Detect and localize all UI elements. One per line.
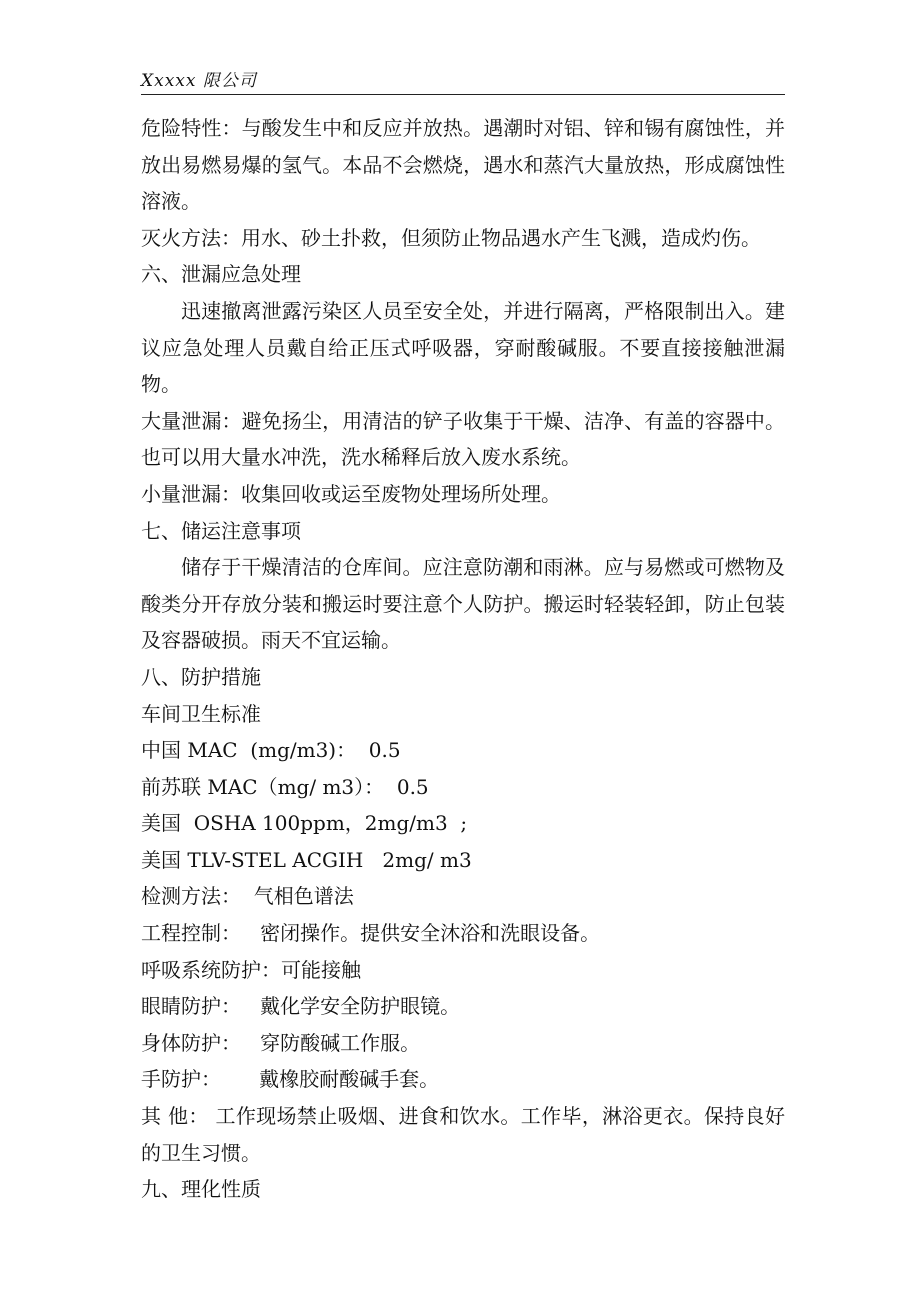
engineering-control-line: 工程控制： 密闭操作。提供安全沐浴和洗眼设备。 — [141, 921, 601, 946]
small-leak-paragraph: 小量泄漏：收集回收或运至废物处理场所处理。 — [141, 481, 561, 506]
respiratory-protection-line: 呼吸系统防护：可能接触 — [141, 957, 361, 982]
eye-protection-line: 眼睛防护： 戴化学安全防护眼镜。 — [141, 994, 461, 1019]
section-7-heading: 七、储运注意事项 — [141, 518, 301, 543]
fire-fighting-paragraph: 灭火方法：用水、砂土扑救，但须防止物品遇水产生飞溅，造成灼伤。 — [141, 225, 761, 250]
body-protection-line: 身体防护： 穿防酸碱工作服。 — [141, 1030, 421, 1055]
document-body — [141, 110, 785, 1208]
hand-protection-line: 手防护： 戴橡胶耐酸碱手套。 — [141, 1067, 440, 1092]
us-osha-line: 美国 OSHA 100ppm，2mg/m3 ; — [141, 811, 468, 836]
section-8-heading: 八、防护措施 — [141, 664, 261, 689]
section-6-paragraph: 迅速撤离泄露污染区人员至安全处，并进行隔离，严格限制出入。建议应急处理人员戴自给正压式呼吸器，穿耐酸碱服。不要直接接触泄漏物。 — [141, 298, 785, 397]
detection-method-line: 检测方法： 气相色谱法 — [141, 884, 354, 909]
section-7-paragraph: 储存于干燥清洁的仓库间。应注意防潮和雨淋。应与易燃或可燃物及酸类分开存放分装和搬运时要注意个人防护。搬运时轻装轻卸，防止包装及容器破损。雨天不宜运输。 — [141, 555, 785, 653]
other-paragraph: 其 他： 工作现场禁止吸烟、进食和饮水。工作毕，淋浴更衣。保持良好的卫生习惯。 — [141, 1104, 785, 1165]
company-name: Xxxxx 限公司 — [141, 71, 257, 91]
page-header — [141, 64, 785, 95]
large-leak-paragraph: 大量泄漏：避免扬尘，用清洁的铲子收集于干燥、洁净、有盖的容器中。也可以用大量水冲洗，洗水稀释后放入废水系统。 — [141, 408, 785, 470]
section-6-heading: 六、泄漏应急处理 — [141, 262, 301, 287]
hazard-paragraph: 危险特性：与酸发生中和反应并放热。遇潮时对铝、锌和锡有腐蚀性，并放出易燃易爆的氢气。本品不会燃烧，遇水和蒸汽大量放热，形成腐蚀性溶液。 — [141, 116, 785, 214]
china-mac-line: 中国 MAC (mg/m3)： 0.5 — [141, 738, 401, 763]
us-tlv-line: 美国 TLV-STEL ACGIH 2mg/ m3 — [141, 847, 472, 872]
ussr-mac-line: 前苏联 MAC（mg/ m3）： 0.5 — [141, 774, 429, 799]
section-9-heading: 九、理化性质 — [141, 1177, 261, 1202]
workshop-standard: 车间卫生标准 — [141, 701, 261, 726]
